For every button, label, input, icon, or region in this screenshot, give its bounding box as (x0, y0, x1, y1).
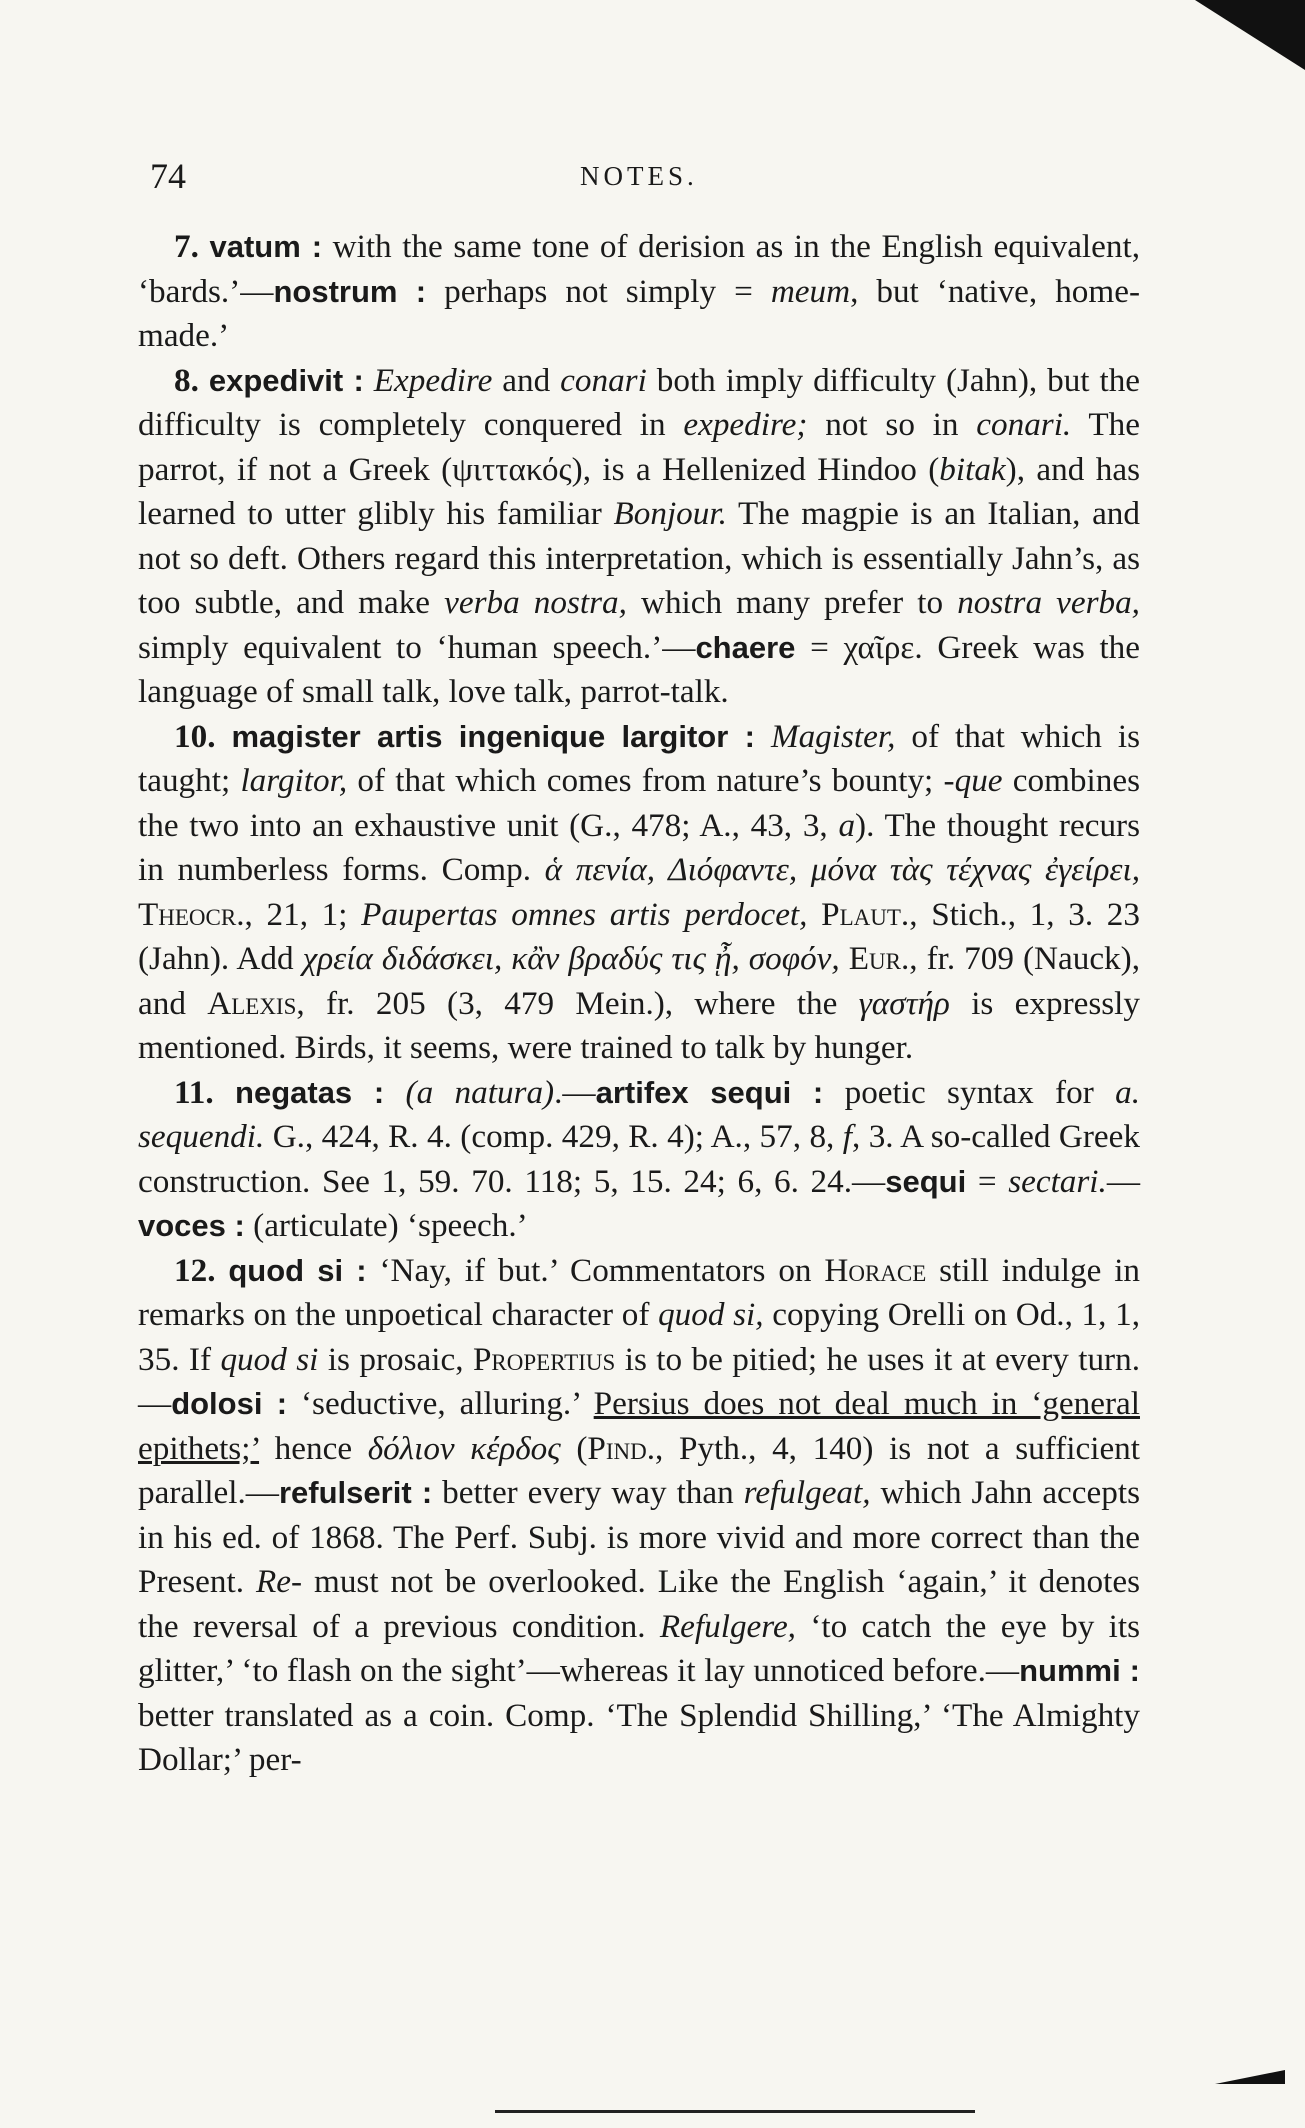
note-text: is to be pitied; he uses it at every turn.— (138, 1340, 1140, 1422)
note-text: of that which is taught; (138, 717, 1141, 799)
italic-term: Refulgere, (659, 1607, 796, 1645)
italic-term: Expedire (373, 361, 493, 399)
note-text: , Pyth., 4, 140) is not a sufficient parallel.— (138, 1429, 1140, 1511)
author-ref: Plaut. (821, 895, 910, 933)
author-ref: Eur. (848, 940, 910, 977)
note-text: = χαῖρε. Greek was the language of small talk, love talk, parrot-talk. (138, 628, 1140, 710)
italic-term: f (842, 1118, 852, 1155)
lemma: nummi : (1019, 1653, 1140, 1688)
italic-term: largitor, (240, 762, 348, 799)
note-number: 11. (174, 1073, 214, 1111)
note-text: both imply difficulty (Jahn), but the difficulty is completely conquered in (138, 361, 1141, 443)
note-text: , 3. A so-called Greek construction. See 1, 59. 70. 118; 5, 15. 24; 6, 6. 24.— (138, 1118, 1140, 1200)
lemma: negatas : (235, 1074, 385, 1110)
greek-quote: δόλιον κέρδος (367, 1429, 561, 1467)
author-ref: Theocr. (138, 895, 245, 933)
lemma: artifex sequi : (595, 1074, 824, 1110)
note-text: of that which comes from nature’s bounty; (347, 762, 944, 799)
page-number: 74 (150, 156, 186, 196)
note-text: which many prefer to (626, 584, 958, 621)
italic-term: bitak (939, 450, 1006, 488)
note-text: not so in (807, 406, 977, 443)
underlined-passage: Persius does not deal much in ‘general epithets;’ (138, 1385, 1140, 1467)
italic-term: Magister, (770, 717, 896, 755)
note-text: , 21, 1; (244, 895, 362, 933)
greek-quote: χρεία διδάσκει, κἂν βραδύς τις ᾖ, σοφόν, (302, 940, 840, 977)
italic-term: conari. (976, 406, 1072, 443)
note-text: simply equivalent to ‘human speech.’— (138, 628, 696, 666)
note-text: , fr. 205 (3, 479 Mein.), where the (296, 984, 859, 1022)
italic-term: verba nostra, (444, 584, 627, 621)
lemma: magister artis ingenique largitor : (231, 718, 755, 754)
author-ref: Alexis (207, 984, 297, 1022)
lemma: dolosi : (171, 1386, 288, 1421)
author-ref: Horace (824, 1251, 927, 1289)
italic-term: nostra verba, (957, 584, 1140, 621)
note-text: combines the two into an exhaustive unit (G., 478; A., 43, 3, (138, 762, 1140, 844)
page-header (150, 155, 1150, 195)
note-text: — (1106, 1162, 1141, 1200)
bottom-rule (495, 2110, 975, 2113)
note-text: G., 424, R. 4. (comp. 429, R. 4); A., 57, 8, (264, 1118, 843, 1155)
note-text: poetic syntax for (823, 1073, 1116, 1111)
author-ref: Propertius (472, 1340, 616, 1378)
italic-term: -que (943, 762, 1003, 799)
italic-term: refulgeat, (743, 1474, 871, 1511)
note-number: 8. (174, 361, 199, 399)
note-text: better every way than (432, 1474, 744, 1511)
greek-quote: ἁ πενία, Διόφαντε, μόνα τὰς τέχνας ἐγείρει, (544, 851, 1140, 888)
note-8 (138, 359, 1140, 715)
note-text: , fr. 709 (Nauck), and (138, 940, 1141, 1022)
lemma: sequi (885, 1163, 967, 1199)
note-text: copying Orelli on Od., 1, 1, 35. If (138, 1296, 1140, 1378)
italic-term: a (838, 806, 856, 844)
note-text: is expressly mentioned. Birds, it seems, were trained to talk by hunger. (138, 984, 1140, 1066)
note-text: must not be overlooked. Like the English ‘again,’ it denotes the reversal of a previous condition. (138, 1563, 1140, 1645)
lemma: chaere (695, 629, 796, 665)
note-number: 10. (174, 717, 216, 755)
note-text: perhaps not simply = (426, 272, 771, 310)
italic-term: quod si (220, 1340, 319, 1378)
author-ref: Pind. (587, 1429, 656, 1467)
note-12 (138, 1249, 1140, 1783)
notes-body (138, 225, 1140, 1783)
note-text: ), and has learned to utter glibly his familiar (138, 450, 1140, 532)
note-text: which Jahn accepts in his ed. of 1868. The Perf. Subj. is more vivid and more correct than the Present. (138, 1474, 1140, 1600)
italic-term: Paupertas omnes artis perdocet, (361, 895, 808, 933)
note-text: better translated as a coin. Comp. ‘The Splendid Shilling,’ ‘The Almighty Dollar;’ per- (138, 1696, 1140, 1778)
note-text: The parrot, if not a Greek (ψιττακός), is a Hellenized Hindoo ( (138, 406, 1141, 488)
italic-term: expedire; (683, 406, 808, 443)
note-text: , Stich., 1, 3. 23 (Jahn). Add (138, 895, 1140, 977)
note-11 (138, 1071, 1140, 1249)
note-text: .— (554, 1073, 596, 1111)
note-text: ‘seductive, alluring.’ (287, 1385, 594, 1422)
note-number: 7. (174, 228, 199, 265)
binding-mark-wedge (1215, 2070, 1285, 2084)
italic-term: sectari. (1008, 1162, 1107, 1200)
lemma: quod si : (228, 1252, 367, 1288)
italic-term: Re- (255, 1563, 303, 1600)
italic-term: Bonjour. (613, 495, 727, 532)
lemma: refulserit : (278, 1475, 433, 1510)
greek-quote: γαστήρ (858, 984, 950, 1022)
lemma: nostrum : (273, 273, 427, 309)
note-text: = (966, 1162, 1009, 1200)
italic-term: a. sequendi. (138, 1073, 1141, 1155)
note-text: hence (259, 1429, 368, 1467)
note-text: is prosaic, (318, 1340, 473, 1378)
italic-term: quod si, (658, 1296, 764, 1333)
note-text: , but ‘native, home-made.’ (138, 272, 1140, 354)
running-head: NOTES. (580, 161, 698, 191)
italic-term: conari (560, 361, 647, 399)
italic-term: meum (770, 272, 851, 310)
note-text: ). The thought recurs in numberless forms. Comp. (138, 806, 1141, 888)
note-text: The magpie is an Italian, and not so deft. Others regard this interpretation, which is essentially Jahn’s, as too subtle, and make (138, 495, 1140, 621)
note-text: ( (560, 1429, 588, 1467)
note-text: with the same tone of derision as in the English equivalent, ‘bards.’— (138, 228, 1140, 310)
note-text: ‘Nay, if but.’ Commentators on (366, 1251, 825, 1289)
note-number: 12. (174, 1251, 216, 1289)
binding-shadow-corner (1195, 0, 1305, 70)
note-text: and (492, 361, 561, 399)
note-text: (articulate) ‘speech.’ (244, 1207, 528, 1244)
italic-term: (a natura) (405, 1073, 555, 1111)
lemma: voces : (138, 1208, 245, 1243)
note-7 (138, 225, 1140, 359)
note-10 (138, 715, 1140, 1071)
note-text: still indulge in remarks on the unpoetical character of (138, 1251, 1141, 1333)
lemma: vatum : (209, 229, 323, 264)
lemma: expedivit : (208, 362, 364, 398)
note-text: ‘to catch the eye by its glitter,’ ‘to flash on the sight’—whereas it lay unnoticed before.— (138, 1607, 1140, 1689)
